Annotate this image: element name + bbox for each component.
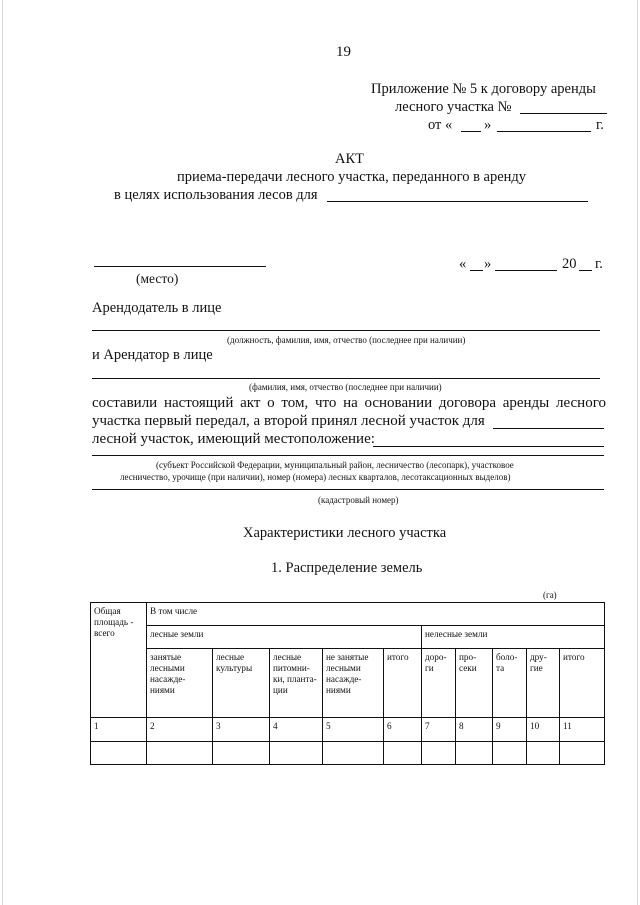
contract-number-field[interactable] — [520, 113, 607, 114]
col-num: 7 — [422, 718, 456, 742]
table-title: 1. Распределение земель — [271, 560, 423, 576]
th-non-forest-lands: нелесные земли — [422, 626, 605, 649]
date-year-suffix: г. — [595, 256, 603, 272]
act-subtitle-2: в целях использования лесов для — [114, 187, 318, 203]
col-num: 5 — [323, 718, 384, 742]
th-col-nurseries: лесные питомни-ки, планта-ции — [270, 649, 323, 718]
act-subtitle-1: приема-передачи лесного участка, переданного в аренду — [177, 169, 527, 185]
th-col-forest-total: итого — [384, 649, 422, 718]
page-number: 19 — [336, 44, 351, 60]
table-cell[interactable] — [422, 742, 456, 765]
date-year-field[interactable] — [579, 270, 592, 271]
land-distribution-table — [90, 602, 605, 765]
location-hint-2: лесничество, урочище (при наличии), номер (номера) лесных кварталов, лесотаксационных выделов) — [120, 472, 511, 482]
cadastral-hint: (кадастровый номер) — [318, 495, 399, 505]
col-num: 10 — [527, 718, 560, 742]
lessee-field[interactable] — [92, 378, 600, 379]
table-cell[interactable] — [147, 742, 213, 765]
section-title: Характеристики лесного участка — [243, 525, 447, 541]
location-field[interactable] — [373, 446, 604, 447]
table-cell[interactable] — [323, 742, 384, 765]
table-cell[interactable] — [493, 742, 527, 765]
act-title: АКТ — [335, 151, 364, 167]
appendix-line-1: Приложение № 5 к договору аренды — [371, 81, 596, 97]
table-row-numbers — [91, 718, 605, 742]
th-col-other: дру-гие — [527, 649, 560, 718]
table-cell[interactable] — [456, 742, 493, 765]
purpose-field-2[interactable] — [493, 428, 604, 429]
col-num: 11 — [560, 718, 605, 742]
date-day-field[interactable] — [470, 270, 483, 271]
unit-label: (га) — [543, 590, 557, 600]
col-num: 9 — [493, 718, 527, 742]
table-cell[interactable] — [213, 742, 270, 765]
th-col-unoccupied: не занятые лесными насажде-ниями — [323, 649, 384, 718]
th-col-roads: доро-ги — [422, 649, 456, 718]
location-hint-1: (субъект Российской Федерации, муниципальный район, лесничество (лесопарк), участковое — [156, 460, 514, 470]
body-line-2: участка первый передал, а второй принял лесной участок для — [92, 413, 485, 429]
th-col-occupied: занятые лесными насажде-ниями — [147, 649, 213, 718]
col-num: 2 — [147, 718, 213, 742]
page-edge-right — [637, 0, 638, 905]
appendix-date-close: » — [484, 117, 492, 133]
lessor-hint: (должность, фамилия, имя, отчество (последнее при наличии) — [227, 335, 466, 345]
date-year-prefix: 20 — [562, 256, 577, 272]
lessor-field[interactable] — [92, 330, 600, 331]
lessee-hint: (фамилия, имя, отчество (последнее при наличии) — [249, 382, 442, 392]
th-forest-lands: лесные земли — [147, 626, 422, 649]
th-total-area: Общая площадь - всего — [91, 603, 147, 718]
appendix-line-2: лесного участка № — [395, 99, 512, 115]
purpose-field[interactable] — [327, 201, 588, 202]
appendix-year-suffix: г. — [596, 117, 604, 133]
body-line-3: лесной участок, имеющий местоположение: — [92, 431, 375, 447]
th-including: В том числе — [147, 603, 605, 626]
lessor-label: Арендодатель в лице — [92, 300, 222, 316]
date-month-field[interactable] — [495, 270, 557, 271]
date-open-quote: « — [459, 256, 467, 272]
place-field[interactable] — [94, 266, 266, 267]
page-edge-left — [2, 0, 3, 905]
th-col-clearings: про-секи — [456, 649, 493, 718]
col-num: 4 — [270, 718, 323, 742]
table-cell[interactable] — [270, 742, 323, 765]
col-num: 6 — [384, 718, 422, 742]
place-label: (место) — [136, 271, 179, 286]
location-field-2[interactable] — [92, 455, 604, 456]
appendix-day-field[interactable] — [461, 131, 481, 132]
table-cell[interactable] — [560, 742, 605, 765]
appendix-month-field[interactable] — [497, 131, 591, 132]
col-num: 8 — [456, 718, 493, 742]
th-col-swamps: боло-та — [493, 649, 527, 718]
appendix-date-open: от « — [428, 117, 453, 133]
table-row-data — [91, 742, 605, 765]
th-col-nonforest-total: итого — [560, 649, 605, 718]
lessee-label: и Арендатор в лице — [92, 347, 213, 363]
table-cell[interactable] — [91, 742, 147, 765]
cadastral-field[interactable] — [92, 489, 604, 490]
date-close-quote: » — [484, 256, 492, 272]
body-line-1: составили настоящий акт о том, что на основании договора аренды лесного — [92, 395, 606, 411]
table-cell[interactable] — [384, 742, 422, 765]
col-num: 3 — [213, 718, 270, 742]
th-col-cultures: лесные культуры — [213, 649, 270, 718]
table-cell[interactable] — [527, 742, 560, 765]
col-num: 1 — [91, 718, 147, 742]
